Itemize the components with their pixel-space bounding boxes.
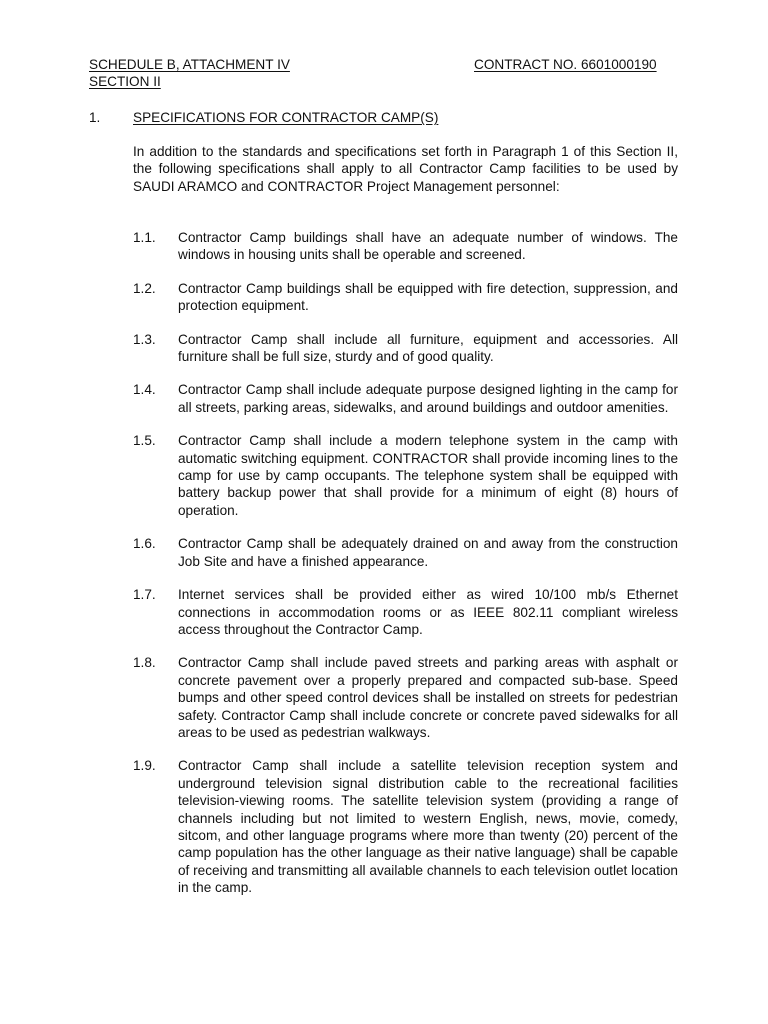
item-text: Contractor Camp shall include adequate purpose designed lighting in the camp for all streets, parking areas, sidewalks, and around buildings and outdoor amenities.: [178, 382, 678, 415]
item-number: 1.6.: [133, 536, 156, 552]
list-item: [133, 432, 678, 519]
item-text: Contractor Camp shall include all furniture, equipment and accessories. All furniture shall be full size, sturdy and of good quality.: [178, 331, 678, 365]
list-item: [133, 586, 678, 638]
item-text: Contractor Camp buildings shall have an adequate number of windows. The windows in housing units shall be operable and screened.: [178, 230, 678, 263]
item-text: Contractor Camp shall be adequately drained on and away from the construction Job Site and have a finished appearance.: [178, 536, 678, 569]
item-text: Contractor Camp shall include a modern telephone system in the camp with automatic switching equipment. CONTRACTOR shall provide incoming lines to the camp for use by camp occupants. The telephone system shall be equipped with battery backup power that shall provide for a minimum of eight (8) hours of operation.: [178, 433, 678, 518]
list-item: [133, 757, 678, 896]
item-text: Internet services shall be provided either as wired 10/100 mb/s Ethernet connections in accommodation rooms or as IEEE 802.11 compliant wireless access throughout the Contractor Camp.: [178, 587, 678, 637]
list-item: [133, 331, 678, 366]
item-number: 1.9.: [133, 758, 156, 774]
intro-paragraph: In addition to the standards and specifications set forth in Paragraph 1 of this Section II, the following specifications shall apply to all Contractor Camp facilities to be used by SAUDI ARAMCO and CONTRACTOR Project Management personnel:: [133, 144, 678, 194]
item-text: Contractor Camp shall include paved streets and parking areas with asphalt or concrete pavement over a properly prepared and compacted sub-base. Speed bumps and other speed control devices shall be installed on streets for pedestrian safety. Contractor Camp shall include concrete or concrete paved sidewalks for all areas to be used as pedestrian walkways.: [178, 655, 678, 740]
contract-number: CONTRACT NO. 6601000190: [474, 57, 657, 72]
schedule-label: SCHEDULE B, ATTACHMENT IV: [89, 57, 290, 72]
item-number: 1.7.: [133, 587, 156, 603]
item-text: Contractor Camp buildings shall be equipped with fire detection, suppression, and protection equipment.: [178, 280, 678, 314]
section-label: SECTION II: [89, 74, 161, 90]
list-item: [133, 535, 678, 570]
item-text: Contractor Camp shall include a satellite television reception system and underground television signal distribution cable to the recreational facilities television-viewing rooms. The satellite television system (providing a range of channels including but not limited to western English, news, movie, comedy, sitcom, and other language programs where more than twenty (20) percent of the camp population has the other language as their native language) shall be capable of receiving and transmitting all available channels to each television outlet location in the camp.: [178, 758, 678, 896]
list-item: [133, 654, 678, 741]
item-number: 1.3.: [133, 331, 156, 347]
item-number: 1.5.: [133, 433, 156, 449]
item-number: 1.4.: [133, 382, 156, 398]
item-number: 1.2.: [133, 280, 156, 296]
list-item: [133, 229, 678, 264]
section-number: 1.: [89, 110, 101, 125]
section-title: SPECIFICATIONS FOR CONTRACTOR CAMP(S): [133, 110, 439, 125]
item-number: 1.1.: [133, 230, 156, 245]
spec-list: [133, 229, 678, 913]
header-left: [89, 56, 409, 91]
item-number: 1.8.: [133, 655, 156, 671]
list-item: [133, 280, 678, 315]
list-item: [133, 381, 678, 416]
